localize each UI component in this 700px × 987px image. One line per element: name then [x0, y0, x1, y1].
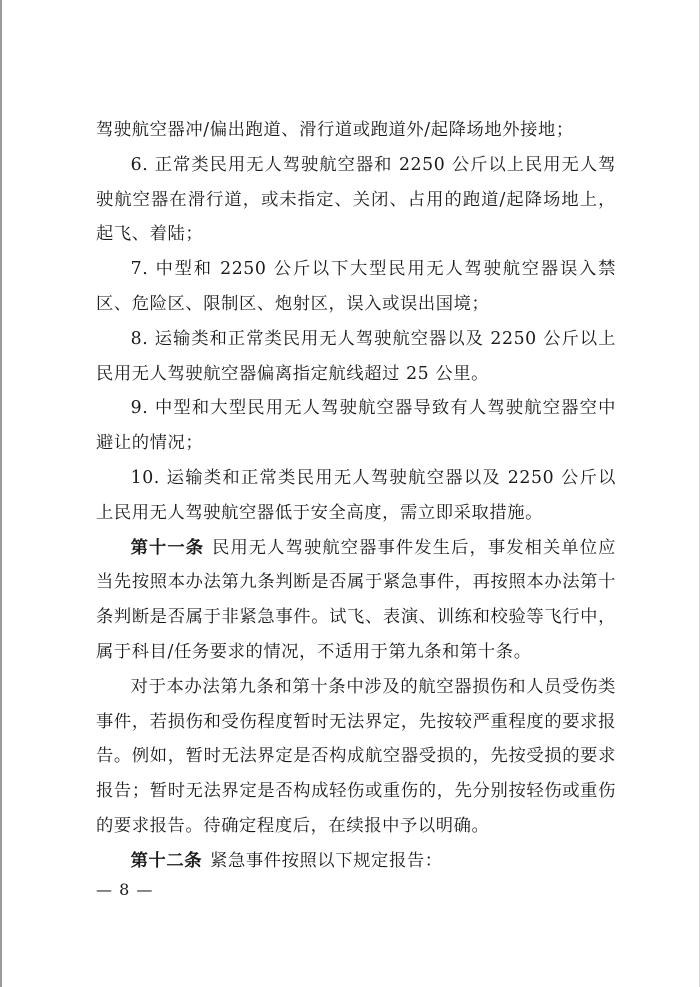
page-number: — 8 —	[96, 880, 154, 899]
page-edge	[0, 0, 2, 987]
paragraph-text: 8. 运输类和正常类民用无人驾驶航空器以及 2250 公斤以上民用无人驾驶航空器偏离指定航线超过 25 公里。	[96, 328, 616, 384]
paragraph-text: 7. 中型和 2250 公斤以下大型民用无人驾驶航空器误入禁区、危险区、限制区、炮射区，误入或误出国境；	[96, 259, 616, 314]
list-item-6	[96, 148, 616, 252]
paragraph-text: 10. 运输类和正常类民用无人驾驶航空器以及 2250 公斤以上民用无人驾驶航空器低于安全高度，需立即采取措施。	[96, 467, 616, 523]
article-12	[96, 844, 616, 879]
document-body	[96, 113, 616, 879]
paragraph-text: 民用无人驾驶航空器事件发生后，事发相关单位应当先按照本办法第九条判断是否属于紧急事件，再按照本办法第十条判断是否属于非紧急事件。试飞、表演、训练和校验等飞行中，属于科目/任务要求的情况，不适用于第九条和第十条。	[96, 537, 617, 662]
paragraph-text: 对于本办法第九条和第十条中涉及的航空器损伤和人员受伤类事件，若损伤和受伤程度暂时无法界定，先按较严重程度的要求报告。例如，暂时无法界定是否构成航空器受损的，先按受损的要求报告；暂时无法界定是否构成轻伤或重伤的，先分别按轻伤或重伤的要求报告。待确定程度后，在续报中予以明确。	[96, 676, 616, 836]
list-item-10	[96, 461, 616, 531]
paragraph	[96, 670, 616, 844]
article-11	[96, 531, 616, 670]
paragraph-text: 9. 中型和大型民用无人驾驶航空器导致有人驾驶航空器空中避让的情况；	[96, 398, 616, 454]
paragraph-text: 6. 正常类民用无人驾驶航空器和 2250 公斤以上民用无人驾驶航空器在滑行道，或未指定、关闭、占用的跑道/起降场地上，起飞、着陆；	[96, 154, 616, 245]
paragraph-text: 紧急事件按照以下规定报告：	[210, 850, 443, 871]
list-item-8	[96, 322, 616, 392]
article-heading: 第十二条	[130, 850, 203, 871]
paragraph-continuation	[96, 113, 616, 148]
paragraph-text: 驾驶航空器冲/偏出跑道、滑行道或跑道外/起降场地外接地；	[96, 120, 574, 140]
article-heading: 第十一条	[130, 537, 205, 558]
list-item-7	[96, 252, 616, 322]
list-item-9	[96, 391, 616, 461]
